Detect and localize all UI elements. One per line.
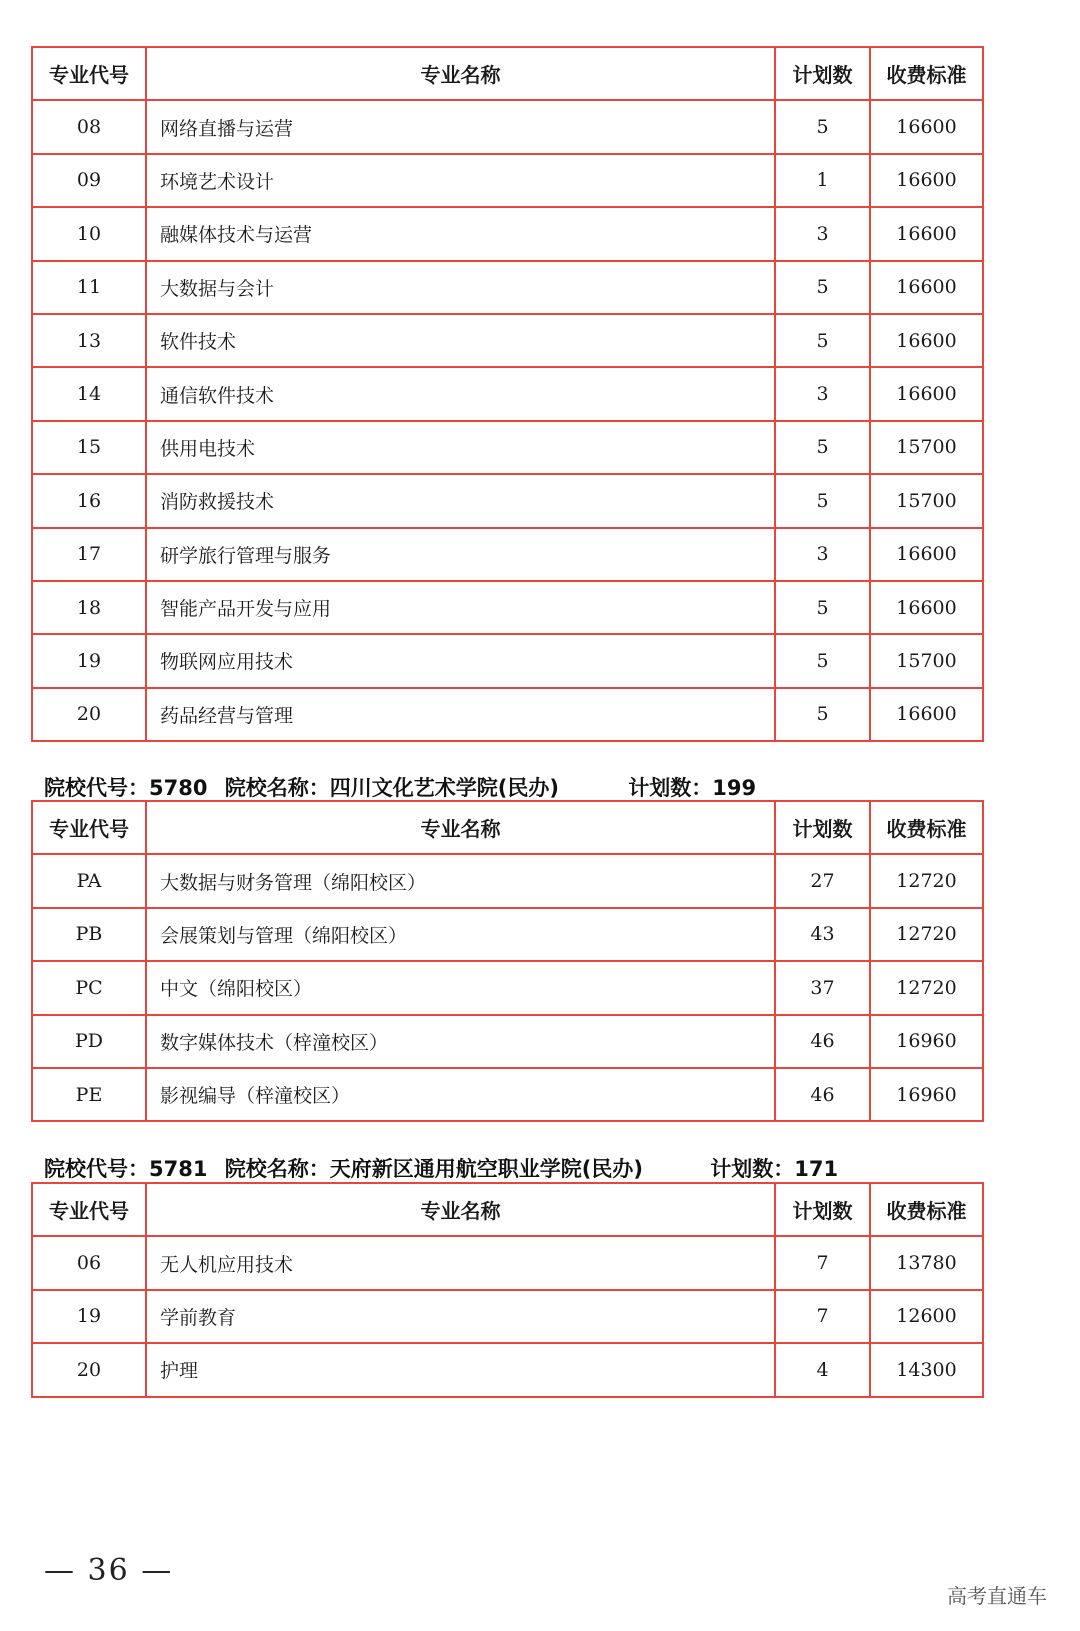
table-fee-cell: 16600 — [870, 154, 983, 207]
table-name-cell: 物联网应用技术 — [146, 634, 775, 687]
table-row — [32, 261, 983, 314]
table-name-cell: 消防救援技术 — [146, 474, 775, 527]
table-fee-cell: 12720 — [870, 908, 983, 961]
table-fee-cell: 12600 — [870, 1290, 983, 1343]
table-code-cell: 20 — [32, 1343, 146, 1396]
table-plan-cell: 46 — [775, 1015, 870, 1068]
table-name-cell: 大数据与财务管理（绵阳校区） — [146, 854, 775, 907]
majors-table-1 — [31, 46, 984, 742]
table-plan-cell: 5 — [775, 688, 870, 741]
table-fee-cell: 15700 — [870, 634, 983, 687]
table-name-cell: 通信软件技术 — [146, 367, 775, 420]
table-code-cell: 19 — [32, 1290, 146, 1343]
table-fee-cell: 16960 — [870, 1068, 983, 1121]
school-code: 院校代号：5780 — [44, 776, 208, 800]
table-row — [32, 854, 983, 907]
table-row — [32, 634, 983, 687]
table-row — [32, 367, 983, 420]
table-name-cell: 供用电技术 — [146, 421, 775, 474]
table-row — [32, 474, 983, 527]
table-name-cell: 会展策划与管理（绵阳校区） — [146, 908, 775, 961]
table-fee-cell: 16600 — [870, 314, 983, 367]
table-code-cell: 18 — [32, 581, 146, 634]
table-row — [32, 207, 983, 260]
column-header: 专业名称 — [146, 801, 775, 854]
school-name: 院校名称：天府新区通用航空职业学院(民办) — [224, 1157, 643, 1181]
table-plan-cell: 5 — [775, 421, 870, 474]
table-row — [32, 100, 983, 153]
column-header: 收费标准 — [870, 1183, 983, 1236]
column-header: 计划数 — [775, 1183, 870, 1236]
table-row — [32, 528, 983, 581]
table-name-cell: 护理 — [146, 1343, 775, 1396]
table-code-cell: 13 — [32, 314, 146, 367]
majors-table-2 — [31, 800, 984, 1122]
table-row — [32, 1015, 983, 1068]
table-code-cell: 08 — [32, 100, 146, 153]
column-header: 专业名称 — [146, 47, 775, 100]
table-name-cell: 网络直播与运营 — [146, 100, 775, 153]
table-name-cell: 中文（绵阳校区） — [146, 961, 775, 1014]
column-header: 收费标准 — [870, 801, 983, 854]
table-fee-cell: 16600 — [870, 367, 983, 420]
table-plan-cell: 3 — [775, 367, 870, 420]
table-plan-cell: 43 — [775, 908, 870, 961]
table-row — [32, 314, 983, 367]
table-plan-cell: 1 — [775, 154, 870, 207]
table-code-cell: 09 — [32, 154, 146, 207]
column-header: 计划数 — [775, 47, 870, 100]
table-row — [32, 1068, 983, 1121]
table-row — [32, 688, 983, 741]
school-plan: 计划数：199 — [628, 776, 757, 800]
table-plan-cell: 4 — [775, 1343, 870, 1396]
table-fee-cell: 16600 — [870, 581, 983, 634]
table-fee-cell: 16600 — [870, 528, 983, 581]
table-fee-cell: 12720 — [870, 854, 983, 907]
table-row — [32, 1290, 983, 1343]
table-name-cell: 大数据与会计 — [146, 261, 775, 314]
school-header-5780 — [44, 772, 756, 802]
column-header: 专业代号 — [32, 1183, 146, 1236]
table-name-cell: 智能产品开发与应用 — [146, 581, 775, 634]
table-plan-cell: 5 — [775, 314, 870, 367]
table-plan-cell: 5 — [775, 474, 870, 527]
table-fee-cell: 16600 — [870, 207, 983, 260]
watermark-text: 高考直通车 — [947, 1584, 1047, 1608]
table-code-cell: PC — [32, 961, 146, 1014]
table-code-cell: PA — [32, 854, 146, 907]
table-plan-cell: 27 — [775, 854, 870, 907]
school-name: 院校名称：四川文化艺术学院(民办) — [224, 776, 559, 800]
table-name-cell: 学前教育 — [146, 1290, 775, 1343]
table-code-cell: 15 — [32, 421, 146, 474]
school-header-5781 — [44, 1153, 838, 1183]
table-plan-cell: 3 — [775, 528, 870, 581]
table-name-cell: 软件技术 — [146, 314, 775, 367]
table-row — [32, 961, 983, 1014]
table-plan-cell: 5 — [775, 634, 870, 687]
table-fee-cell: 12720 — [870, 961, 983, 1014]
table-fee-cell: 15700 — [870, 421, 983, 474]
table-header-row — [32, 801, 983, 854]
table-name-cell: 无人机应用技术 — [146, 1236, 775, 1289]
table-code-cell: 06 — [32, 1236, 146, 1289]
table-name-cell: 研学旅行管理与服务 — [146, 528, 775, 581]
table-row — [32, 908, 983, 961]
table-row — [32, 1343, 983, 1396]
table-code-cell: PE — [32, 1068, 146, 1121]
table-name-cell: 环境艺术设计 — [146, 154, 775, 207]
table-code-cell: 17 — [32, 528, 146, 581]
table-code-cell: PB — [32, 908, 146, 961]
table-name-cell: 数字媒体技术（梓潼校区） — [146, 1015, 775, 1068]
table-code-cell: 14 — [32, 367, 146, 420]
table-row — [32, 154, 983, 207]
table-code-cell: 10 — [32, 207, 146, 260]
table-fee-cell: 16600 — [870, 100, 983, 153]
column-header: 收费标准 — [870, 47, 983, 100]
majors-table-3 — [31, 1182, 984, 1398]
table-plan-cell: 5 — [775, 581, 870, 634]
table-plan-cell: 37 — [775, 961, 870, 1014]
column-header: 计划数 — [775, 801, 870, 854]
table-row — [32, 1236, 983, 1289]
table-plan-cell: 7 — [775, 1290, 870, 1343]
table-name-cell: 药品经营与管理 — [146, 688, 775, 741]
table-plan-cell: 5 — [775, 100, 870, 153]
table-code-cell: PD — [32, 1015, 146, 1068]
table-plan-cell: 46 — [775, 1068, 870, 1121]
table-code-cell: 16 — [32, 474, 146, 527]
table-row — [32, 581, 983, 634]
table-fee-cell: 16600 — [870, 261, 983, 314]
table-fee-cell: 16600 — [870, 688, 983, 741]
page-number: — 36 — — [44, 1553, 174, 1588]
table-name-cell: 融媒体技术与运营 — [146, 207, 775, 260]
table-code-cell: 19 — [32, 634, 146, 687]
column-header: 专业代号 — [32, 801, 146, 854]
table-name-cell: 影视编导（梓潼校区） — [146, 1068, 775, 1121]
column-header: 专业名称 — [146, 1183, 775, 1236]
table-plan-cell: 5 — [775, 261, 870, 314]
table-fee-cell: 16960 — [870, 1015, 983, 1068]
table-fee-cell: 13780 — [870, 1236, 983, 1289]
table-code-cell: 11 — [32, 261, 146, 314]
table-plan-cell: 7 — [775, 1236, 870, 1289]
table-fee-cell: 14300 — [870, 1343, 983, 1396]
column-header: 专业代号 — [32, 47, 146, 100]
table-header-row — [32, 1183, 983, 1236]
table-code-cell: 20 — [32, 688, 146, 741]
table-fee-cell: 15700 — [870, 474, 983, 527]
table-row — [32, 421, 983, 474]
school-code: 院校代号：5781 — [44, 1157, 208, 1181]
table-plan-cell: 3 — [775, 207, 870, 260]
school-plan: 计划数：171 — [710, 1157, 839, 1181]
table-header-row — [32, 47, 983, 100]
